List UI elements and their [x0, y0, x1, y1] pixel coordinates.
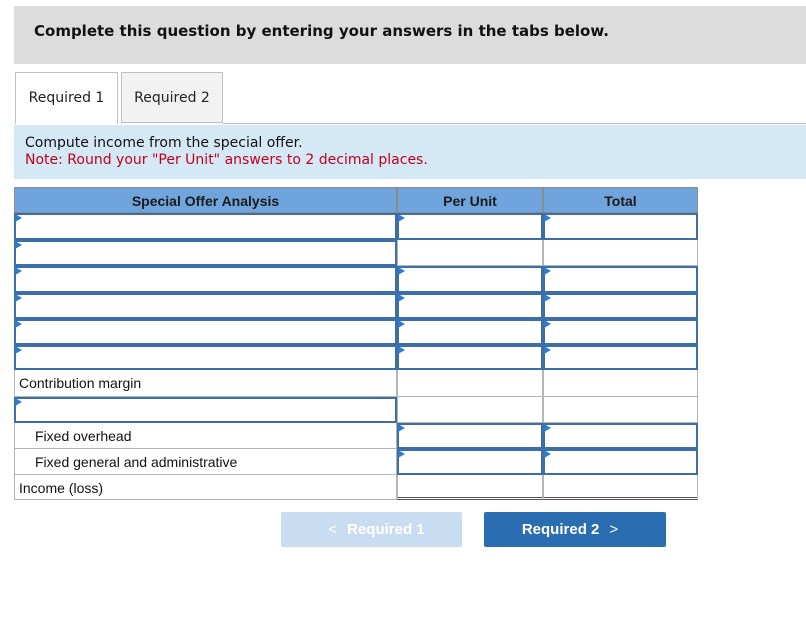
- row-1-label-input[interactable]: [14, 213, 397, 240]
- entry-marker-icon: [15, 320, 22, 328]
- row-8-per-unit-cell: [397, 397, 543, 423]
- entry-marker-icon: [544, 424, 551, 432]
- contribution-margin-label: Contribution margin: [19, 375, 142, 391]
- entry-marker-icon: [398, 320, 405, 328]
- special-offer-table: [14, 187, 698, 500]
- entry-marker-icon: [398, 267, 405, 275]
- row-1-per-unit-input[interactable]: [397, 213, 543, 240]
- row-4-total-input[interactable]: [543, 293, 698, 319]
- fixed-overhead-total-input[interactable]: [543, 423, 698, 449]
- header-special-offer-analysis: Special Offer Analysis: [14, 187, 397, 213]
- header-total: Total: [543, 187, 698, 213]
- rounding-note: Note: Round your "Per Unit" answers to 2 decimal places.: [25, 152, 428, 168]
- contribution-margin-row: [14, 370, 397, 397]
- income-loss-label: Income (loss): [19, 480, 104, 496]
- fixed-overhead-label: Fixed overhead: [35, 428, 132, 444]
- entry-marker-icon: [544, 450, 551, 458]
- income-loss-total-cell: [543, 475, 698, 500]
- row-2-per-unit-cell: [397, 240, 543, 266]
- row-8-total-cell: [543, 397, 698, 423]
- entry-marker-icon: [15, 346, 22, 354]
- contribution-margin-per-unit-cell: [397, 370, 543, 397]
- tab-required-2[interactable]: Required 2: [121, 72, 223, 123]
- entry-marker-icon: [398, 450, 405, 458]
- tab-divider: [223, 123, 806, 124]
- fixed-ga-per-unit-input[interactable]: [397, 449, 543, 475]
- next-button-label: Required 2: [521, 521, 600, 538]
- entry-marker-icon: [15, 214, 22, 222]
- entry-marker-icon: [15, 294, 22, 302]
- prev-required-1-button[interactable]: [281, 512, 462, 547]
- entry-marker-icon: [544, 346, 551, 354]
- fixed-ga-label: Fixed general and administrative: [35, 454, 238, 470]
- row-6-per-unit-input[interactable]: [397, 345, 543, 370]
- instructions-panel: [14, 125, 806, 179]
- entry-marker-icon: [398, 294, 405, 302]
- fixed-overhead-row: [14, 423, 397, 449]
- header-per-unit: Per Unit: [397, 187, 543, 213]
- entry-marker-icon: [544, 214, 551, 222]
- fixed-overhead-per-unit-input[interactable]: [397, 423, 543, 449]
- income-loss-per-unit-cell: [397, 475, 543, 500]
- row-3-total-input[interactable]: [543, 266, 698, 293]
- entry-marker-icon: [398, 424, 405, 432]
- row-4-per-unit-input[interactable]: [397, 293, 543, 319]
- next-required-2-button[interactable]: [484, 512, 666, 547]
- row-5-per-unit-input[interactable]: [397, 319, 543, 345]
- entry-marker-icon: [398, 346, 405, 354]
- row-6-total-input[interactable]: [543, 345, 698, 370]
- chevron-right-icon: >: [609, 521, 619, 538]
- row-3-label-input[interactable]: [14, 266, 397, 293]
- row-5-label-input[interactable]: [14, 319, 397, 345]
- row-1-total-input[interactable]: [543, 213, 698, 240]
- entry-marker-icon: [15, 241, 22, 249]
- income-loss-row: [14, 475, 397, 500]
- banner-text: Complete this question by entering your answers in the tabs below.: [34, 22, 609, 40]
- row-5-total-input[interactable]: [543, 319, 698, 345]
- row-2-total-cell: [543, 240, 698, 266]
- entry-marker-icon: [544, 267, 551, 275]
- row-6-label-input[interactable]: [14, 345, 397, 370]
- tab-required-1[interactable]: Required 1: [15, 72, 118, 124]
- prev-button-label: Required 1: [347, 521, 425, 538]
- question-banner: [14, 6, 806, 64]
- entry-marker-icon: [544, 294, 551, 302]
- fixed-ga-row: [14, 449, 397, 475]
- row-3-per-unit-input[interactable]: [397, 266, 543, 293]
- row-8-label-input[interactable]: [14, 397, 397, 423]
- fixed-ga-total-input[interactable]: [543, 449, 698, 475]
- row-2-label-input[interactable]: [14, 240, 397, 266]
- contribution-margin-total-cell: [543, 370, 698, 397]
- entry-marker-icon: [15, 398, 22, 406]
- entry-marker-icon: [544, 320, 551, 328]
- chevron-left-icon: <: [328, 521, 338, 538]
- entry-marker-icon: [15, 267, 22, 275]
- instruction-text: Compute income from the special offer.: [25, 135, 303, 151]
- row-4-label-input[interactable]: [14, 293, 397, 319]
- entry-marker-icon: [398, 214, 405, 222]
